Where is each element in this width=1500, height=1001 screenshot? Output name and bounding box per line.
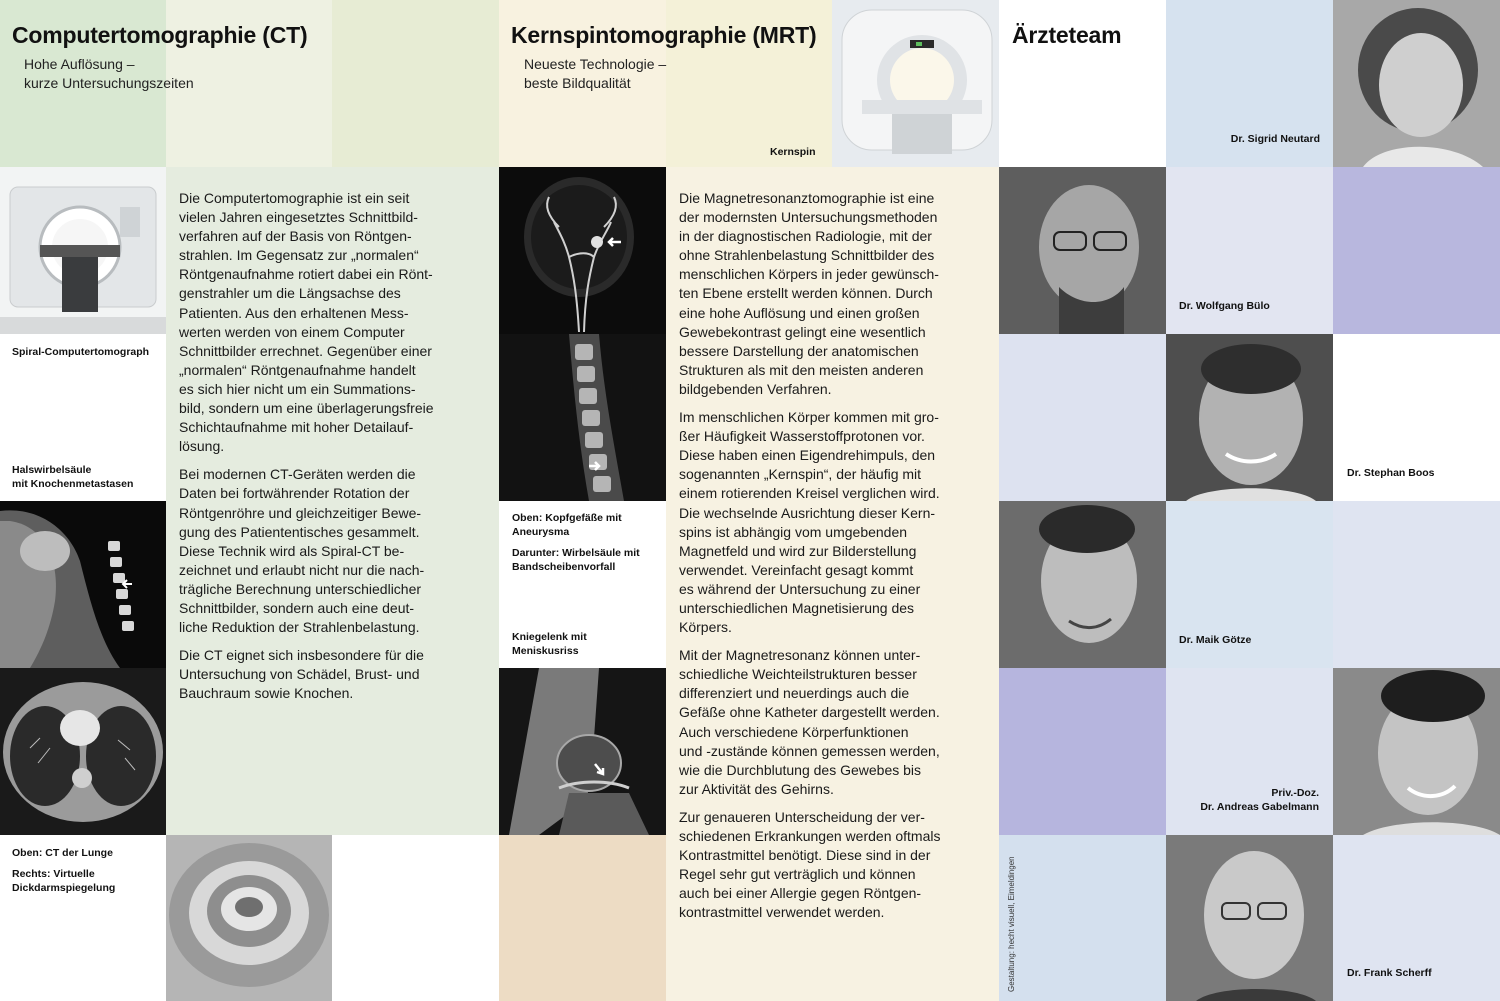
doctor-portrait [999,167,1166,334]
bg-tile [332,0,499,167]
mrt-scanner-caption: Kernspin [770,146,816,158]
doctor-portrait [999,501,1166,668]
doctor-name: Dr. Wolfgang Bülo [1179,300,1270,312]
doctor-name: Dr. Sigrid Neutard [1230,133,1320,145]
ct-paragraph: Bei modernen CT-Geräten werden die Daten bei fortwährender Rotation der Röntgenröhre und gleichzeitiger Bewe- gung des Patiententisches gesammelt. Diese Technik wird als Spiral-CT be- zeichnet und erlaubt nicht nur die nach- trägliche Berechnung unterschiedlicher Schnittbilder, sondern auch eine deut- liche Reduktion der Strahlenbelastung. [179,466,425,636]
bg-tile [1333,501,1500,668]
design-credit: Gestaltung: hecht visuell, Eimeldingen [1007,856,1016,992]
mrt-paragraph: Im menschlichen Körper kommen mit gro- ßer Häufigkeit Wasserstoffprotonen vor. Diese haben einen Eigendrehimpuls, den sogenannten „Kernspin“, der häufig mit einem rotierenden Kreisel verglichen wird. Die wechselnde Ausrichtung dieser Kern- spins ist abhängig vom umgebenden Magnetfeld und wird zur Bilderstellung verwendet. Vereinfacht gesagt kommt es während der Untersuchung zu einer unterschiedlichen Magnetisierung des Körpers. [679,409,940,636]
ct-neck-caption: Halswirbelsäule mit Knochenmetastasen [12,464,134,490]
mrt-paragraph: Mit der Magnetresonanz können unter- schiedliche Weichteilstrukturen besser differenziert und neuerdings auch die Gefäße ohne Katheter dargestellt werden. Auch verschiedene Körperfunktionen und -zustände können gemessen werden, wie die Durchblutung des Gewebes bis zur Aktivität des Gehirns. [679,647,940,797]
mrt-head-caption: Oben: Kopfgefäße mit Aneurysma [512,512,622,538]
doctor-portrait [1333,0,1500,167]
mrt-subtitle: Neueste Technologie – beste Bildqualität [524,56,667,91]
mrt-paragraph: Die Magnetresonanztomographie ist eine der modernsten Untersuchungsmethoden in der diagnostischen Radiologie, mit der ohne Strahlenbelastung Schnittbilder des menschlichen Körpers in jeder gewünsch- ten Ebene erstellt werden können. Durch eine hohe Auflösung und einen großen Gewebekontrast gelingt eine wesentlich bessere Darstellung der anatomischen Strukturen als mit den meisten anderen bildgebenden Verfahren. [679,190,939,397]
bg-tile [999,334,1166,501]
ct-lung-caption: Oben: CT der Lunge [12,847,113,859]
doctor-name: Dr. Stephan Boos [1347,467,1435,479]
doctor-portrait [1333,668,1500,835]
ct-paragraph: Die Computertomographie ist ein seit vielen Jahren eingesetztes Schnittbild- verfahren auf der Basis von Röntgen- strahlen. Im Gegensatz zur „normalen“ Röntgenaufnahme rotiert dabei ein Rönt- genstrahler um die Längsachse des Patienten. Aus den erhaltenen Mess- werten werden von einem Computer Schnittbilder errechnet. Gegenüber einer „normalen“ Röntgenaufnahme handelt es sich hier nicht um ein Summations- bild, sondern um eine überlagerungsfreie Schichtaufnahme mit hoher Detailauf- lösung. [179,190,434,455]
mrt-head-vessels-image [499,167,666,334]
doctor-portrait [1166,835,1333,1001]
mrt-scanner-image [832,0,999,167]
bg-tile [999,835,1166,1001]
ct-title: Computertomographie (CT) [12,22,308,48]
ct-colon-caption: Rechts: Virtuelle Dickdarmspiegelung [12,868,116,894]
mrt-knee-image [499,668,666,835]
ct-body-text [179,189,479,712]
ct-scanner-caption: Spiral-Computertomograph [12,346,150,358]
team-title: Ärzteteam [1012,22,1122,48]
mrt-title: Kernspintomographie (MRT) [511,22,817,48]
ct-subtitle: Hohe Auflösung – kurze Untersuchungszeiten [24,56,194,91]
mrt-spine-caption: Darunter: Wirbelsäule mit Bandscheibenvorfall [512,547,640,573]
mrt-body-text [679,189,979,931]
bg-tile [499,835,666,1001]
ct-paragraph: Die CT eignet sich insbesondere für die Untersuchung von Schädel, Brust- und Bauchraum sowie Knochen. [179,647,424,702]
mrt-paragraph: Zur genaueren Unterscheidung der ver- schiedenen Erkrankungen werden oftmals Kontrastmittel benötigt. Diese sind in der Regel sehr gut verträglich und können auch bei einer Allergie gegen Röntgen- kontrastmittel verwendet werden. [679,808,941,921]
bg-tile [999,668,1166,835]
ct-neck-image [0,501,166,668]
doctor-name: Dr. Maik Götze [1179,634,1252,646]
doctor-name: Priv.-Doz. Dr. Andreas Gabelmann [1200,787,1319,813]
mrt-knee-caption: Kniegelenk mit Meniskusriss [512,631,587,657]
mrt-spine-image [499,334,666,501]
ct-colon-image [166,835,332,1001]
doctor-name: Dr. Frank Scherff [1347,967,1432,979]
ct-scanner-image [0,167,166,334]
bg-tile [1333,167,1500,334]
doctor-portrait [1166,334,1333,501]
ct-lung-image [0,668,166,835]
